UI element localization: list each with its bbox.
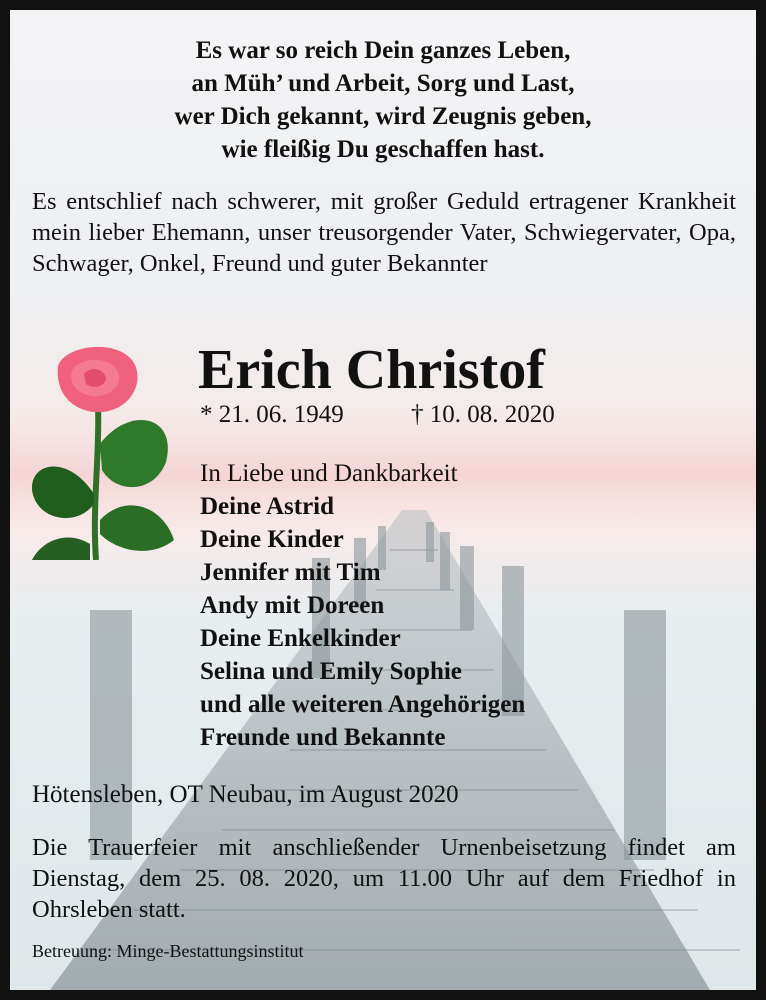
mourner-line: Selina und Emily Sophie [200,658,462,685]
funeral-service-credit: Betreuung: Minge-Bestattungsinstitut [32,941,304,961]
mourner-line: Jennifer mit Tim [200,559,381,586]
mourner-line: Deine Kinder [200,526,344,553]
funeral-details: Die Trauerfeier mit anschließender Urnenbeisetzung findet am Dienstag, dem 25. 08. 2020, um 11.00 Uhr auf dem Friedhof in Ohrsleben statt. [32,834,736,923]
memorial-poem [10,34,756,166]
mourners-list [200,457,525,754]
poem-line: wer Dich gekannt, wird Zeugnis geben, [174,103,592,130]
mourner-line: Deine Enkelkinder [200,625,401,652]
pink-rose-icon [28,344,188,560]
mourner-line: Freunde und Bekannte [200,724,446,751]
mourner-line: Deine Astrid [200,493,335,520]
birth-date: * 21. 06. 1949 [200,401,344,428]
death-date: † 10. 08. 2020 [411,401,555,428]
life-dates [200,399,555,431]
announcement-text: Es entschlief nach schwerer, mit großer Geduld ertragener Krankheit mein lieber Ehemann, unser treusorgender Vater, Schwiegervater, Opa, Schwager, Onkel, Freund und guter Bekannter [32,188,736,277]
poem-line: an Müh’ und Arbeit, Sorg und Last, [191,70,575,97]
mourner-line: und alle weiteren Angehörigen [200,691,526,718]
place-and-date: Hötensleben, OT Neubau, im August 2020 [32,781,459,808]
poem-line: wie fleißig Du geschaffen hast. [221,136,545,163]
obituary-notice [10,10,756,990]
poem-line: Es war so reich Dein ganzes Leben, [195,37,571,64]
signoff-intro: In Liebe und Dankbarkeit [200,460,458,487]
mourner-line: Andy mit Doreen [200,592,385,619]
deceased-name: Erich Christof [198,339,545,401]
